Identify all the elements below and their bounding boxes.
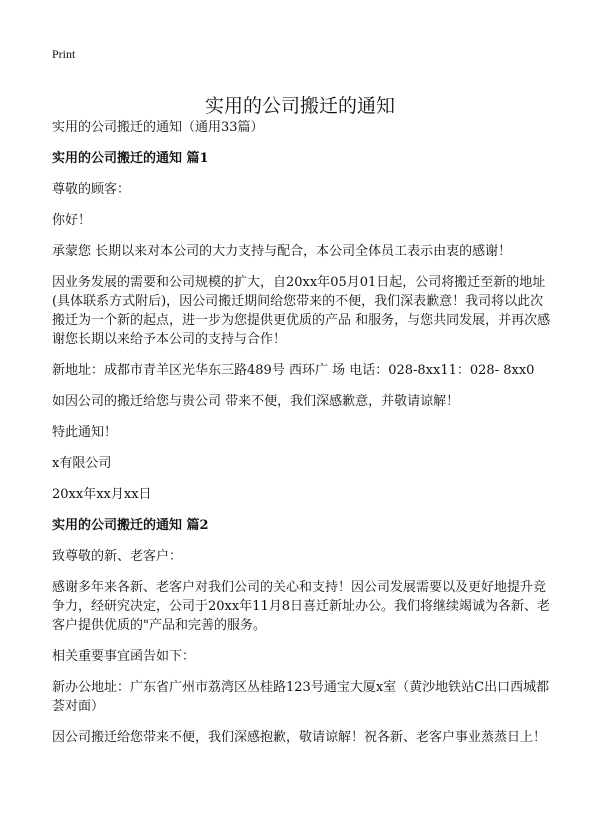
section-1-company: x有限公司 — [52, 456, 112, 471]
print-label: Print — [52, 47, 76, 61]
section-2-new-address: 新办公地址：广东省广州市荔湾区丛桂路123号通宝大厦x室（黄沙地铁站C出口西城都荟对面） — [52, 680, 550, 714]
section-1-apology: 如因公司的搬迁给您与贵公司 带来不便，我们深感歉意，并敬请谅解！ — [52, 394, 460, 409]
section-1-greeting: 尊敬的顾客： — [52, 182, 131, 197]
document-subtitle: 实用的公司搬迁的通知（通用33篇） — [52, 120, 264, 135]
document-body — [52, 118, 552, 759]
section-1-notice: 特此通知！ — [52, 425, 118, 440]
document-title: 实用的公司搬迁的通知 — [204, 94, 395, 117]
section-2-heading: 实用的公司搬迁的通知 篇2 — [52, 518, 209, 533]
section-2-paragraph-apology: 因公司搬迁给您带来不便，我们深感抱歉，敬请谅解！祝各新、老客户事业蒸蒸日上！ — [52, 730, 547, 745]
section-1-date: 20xx年xx月xx日 — [52, 487, 152, 502]
section-1-paragraph-thanks: 承蒙您 长期以来对本公司的大力支持与配合，本公司全体员工表示由衷的感谢！ — [52, 244, 512, 259]
section-2-paragraph-matters: 相关重要事宜函告如下： — [52, 649, 196, 664]
section-1-hello: 你好！ — [52, 213, 92, 228]
section-1-paragraph-relocation: 因业务发展的需要和公司规模的扩大，自20xx年05月01日起，公司将搬迁至新的地址(具体联系方式附后)，因公司搬迁期间给您带来的不便，我们深表歉意！我司将以此次搬迁为一个新的起点，进一步为您提供更优质的产品 和服务，与您共同发展，并再次感谢您长期以来给予本公司的支持与合作！ — [52, 275, 551, 347]
section-2-greeting: 致尊敬的新、老客户： — [52, 549, 183, 564]
section-2-paragraph-thanks: 感谢多年来各新、老客户对我们公司的关心和支持！因公司发展需要以及更好地提升竞争力，经研究决定，公司于20xx年11月8日喜迁新址办公。我们将继续竭诚为各新、老客户提供优质的"产品和完善的服务。 — [52, 580, 551, 633]
section-1-new-address: 新地址：成都市青羊区光华东三路489号 西环广 场 电话：028-8xx11：028- 8xx0 — [52, 363, 535, 378]
section-1-heading: 实用的公司搬迁的通知 篇1 — [52, 151, 209, 166]
